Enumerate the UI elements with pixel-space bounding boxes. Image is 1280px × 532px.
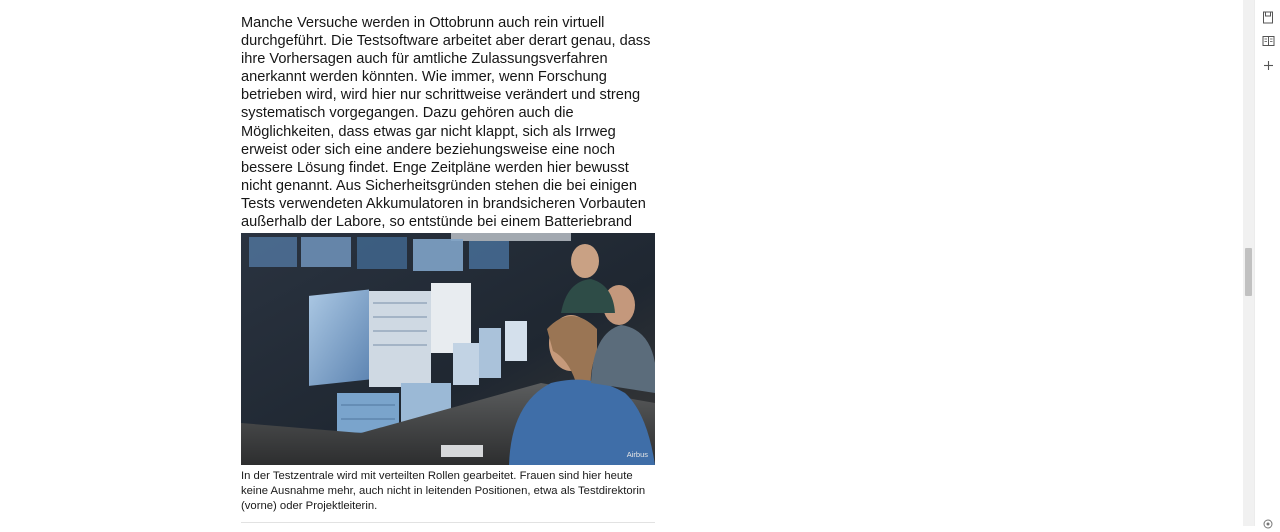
test-control-room-photo bbox=[241, 233, 655, 465]
bookmark-icon-svg bbox=[1262, 11, 1274, 24]
photo-caption: In der Testzentrale wird mit verteilten Rollen gearbeitet. Frauen sind hier heute keine Ausnahme mehr, auch nicht in leitenden Positionen, etwa als Testdirektorin (vorne) oder Projektleiterin. bbox=[241, 470, 646, 512]
settings-icon-svg bbox=[1262, 518, 1274, 530]
page-scrollbar[interactable] bbox=[1243, 0, 1254, 526]
book-icon[interactable] bbox=[1260, 33, 1276, 49]
add-icon[interactable] bbox=[1260, 57, 1276, 73]
article-paragraph: Manche Versuche werden in Ottobrunn auch rein virtuell durchgeführt. Die Testsoftware arbeitet aber derart genau, dass ihre Vorhersagen auch für amtliche Zulassungsverfahren anerkannt werden könnten. Wie immer, wenn Forschung betrieben wird, wird hier nur schrittweise verändert und streng systematisch vorgegangen. Dazu gehören auch die Möglichkeiten, dass etwas gar nicht klappt, sich als Irrweg erweist oder sich eine andere beziehungsweise eine noch bessere Lösung findet. Enge Zeitpläne werden hier bewusst nicht genannt. Aus Sicherheitsgründen stehen die bei einigen Tests verwendeten Akkumulatoren in brandsicheren Vorbauten außerhalb der Labore, so entstünde bei einem Batteriebrand bbox=[241, 15, 651, 231]
scrollbar-thumb[interactable] bbox=[1245, 248, 1252, 296]
browser-side-rail bbox=[1254, 0, 1280, 526]
bookmark-icon[interactable] bbox=[1260, 9, 1276, 25]
add-icon-svg bbox=[1263, 60, 1274, 71]
book-icon-svg bbox=[1262, 35, 1275, 47]
article-photo bbox=[241, 233, 655, 465]
section-divider bbox=[241, 522, 655, 523]
photo-credit: Airbus bbox=[626, 450, 648, 459]
settings-icon[interactable] bbox=[1260, 516, 1276, 532]
article-body bbox=[241, 14, 657, 267]
